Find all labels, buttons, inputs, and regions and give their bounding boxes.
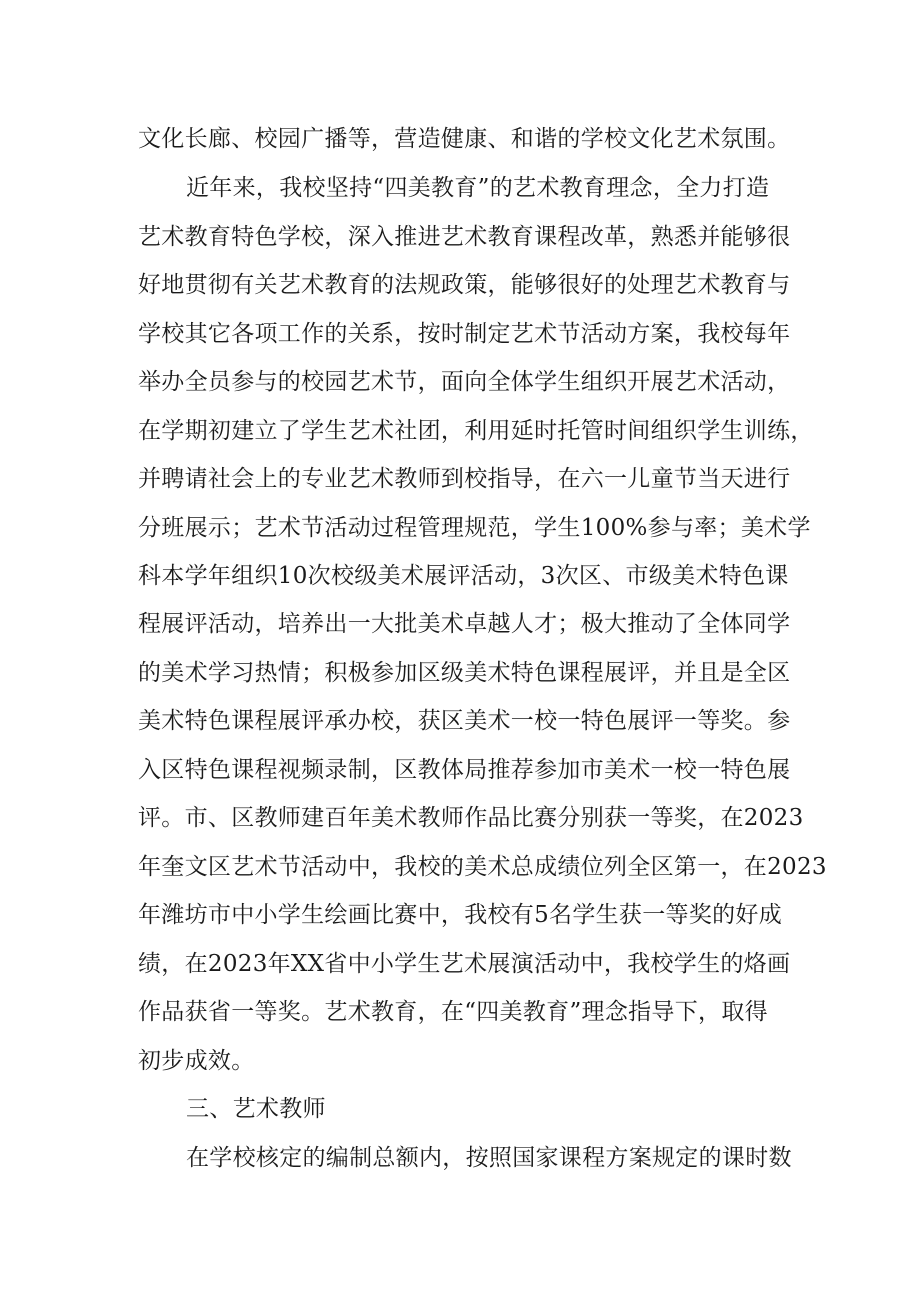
text-line: 文化长廊、校园广播等，营造健康、和谐的学校文化艺术氛围。 xyxy=(138,126,791,152)
text-line: 初步成效。 xyxy=(138,1048,255,1074)
text-line: 科本学年组织10次校级美术展评活动，3次区、市级美术特色课 xyxy=(138,563,789,589)
section-heading: 三、艺术教师 xyxy=(186,1096,326,1122)
paragraph-start-line: 近年来，我校坚持“四美教育”的艺术教育理念，全力打造 xyxy=(186,175,770,201)
text-line: 学校其它各项工作的关系，按时制定艺术节活动方案，我校每年 xyxy=(138,321,791,347)
text-line: 的美术学习热情；积极参加区级美术特色课程展评，并且是全区 xyxy=(138,660,791,686)
text-line: 作品获省一等奖。艺术教育，在“四美教育”理念指导下，取得 xyxy=(138,999,768,1025)
text-line: 美术特色课程展评承办校，获区美术一校一特色展评一等奖。参 xyxy=(138,708,791,734)
text-line: 好地贯彻有关艺术教育的法规政策，能够很好的处理艺术教育与 xyxy=(138,272,791,298)
text-line: 艺术教育特色学校，深入推进艺术教育课程改革，熟悉并能够很 xyxy=(138,224,791,250)
text-line: 绩，在2023年XX省中小学生艺术展演活动中，我校学生的烙画 xyxy=(138,951,791,977)
text-line: 年奎文区艺术节活动中，我校的美术总成绩位列全区第一，在2023 xyxy=(138,854,827,880)
text-line: 举办全员参与的校园艺术节，面向全体学生组织开展艺术活动， xyxy=(138,369,791,395)
text-line: 并聘请社会上的专业艺术教师到校指导，在六一儿童节当天进行 xyxy=(138,466,791,492)
paragraph-start-line: 在学校核定的编制总额内，按照国家课程方案规定的课时数 xyxy=(186,1145,792,1171)
text-line: 在学期初建立了学生艺术社团，利用延时托管时间组织学生训练， xyxy=(138,418,814,444)
text-line: 分班展示；艺术节活动过程管理规范，学生100%参与率；美术学 xyxy=(138,515,811,541)
text-line: 年潍坊市中小学生绘画比赛中，我校有5名学生获一等奖的好成 xyxy=(138,902,783,928)
text-line: 程展评活动，培养出一大批美术卓越人才；极大推动了全体同学 xyxy=(138,611,791,637)
text-line: 评。市、区教师建百年美术教师作品比赛分别获一等奖，在2023 xyxy=(138,805,804,831)
text-line: 入区特色课程视频录制，区教体局推荐参加市美术一校一特色展 xyxy=(138,757,791,783)
